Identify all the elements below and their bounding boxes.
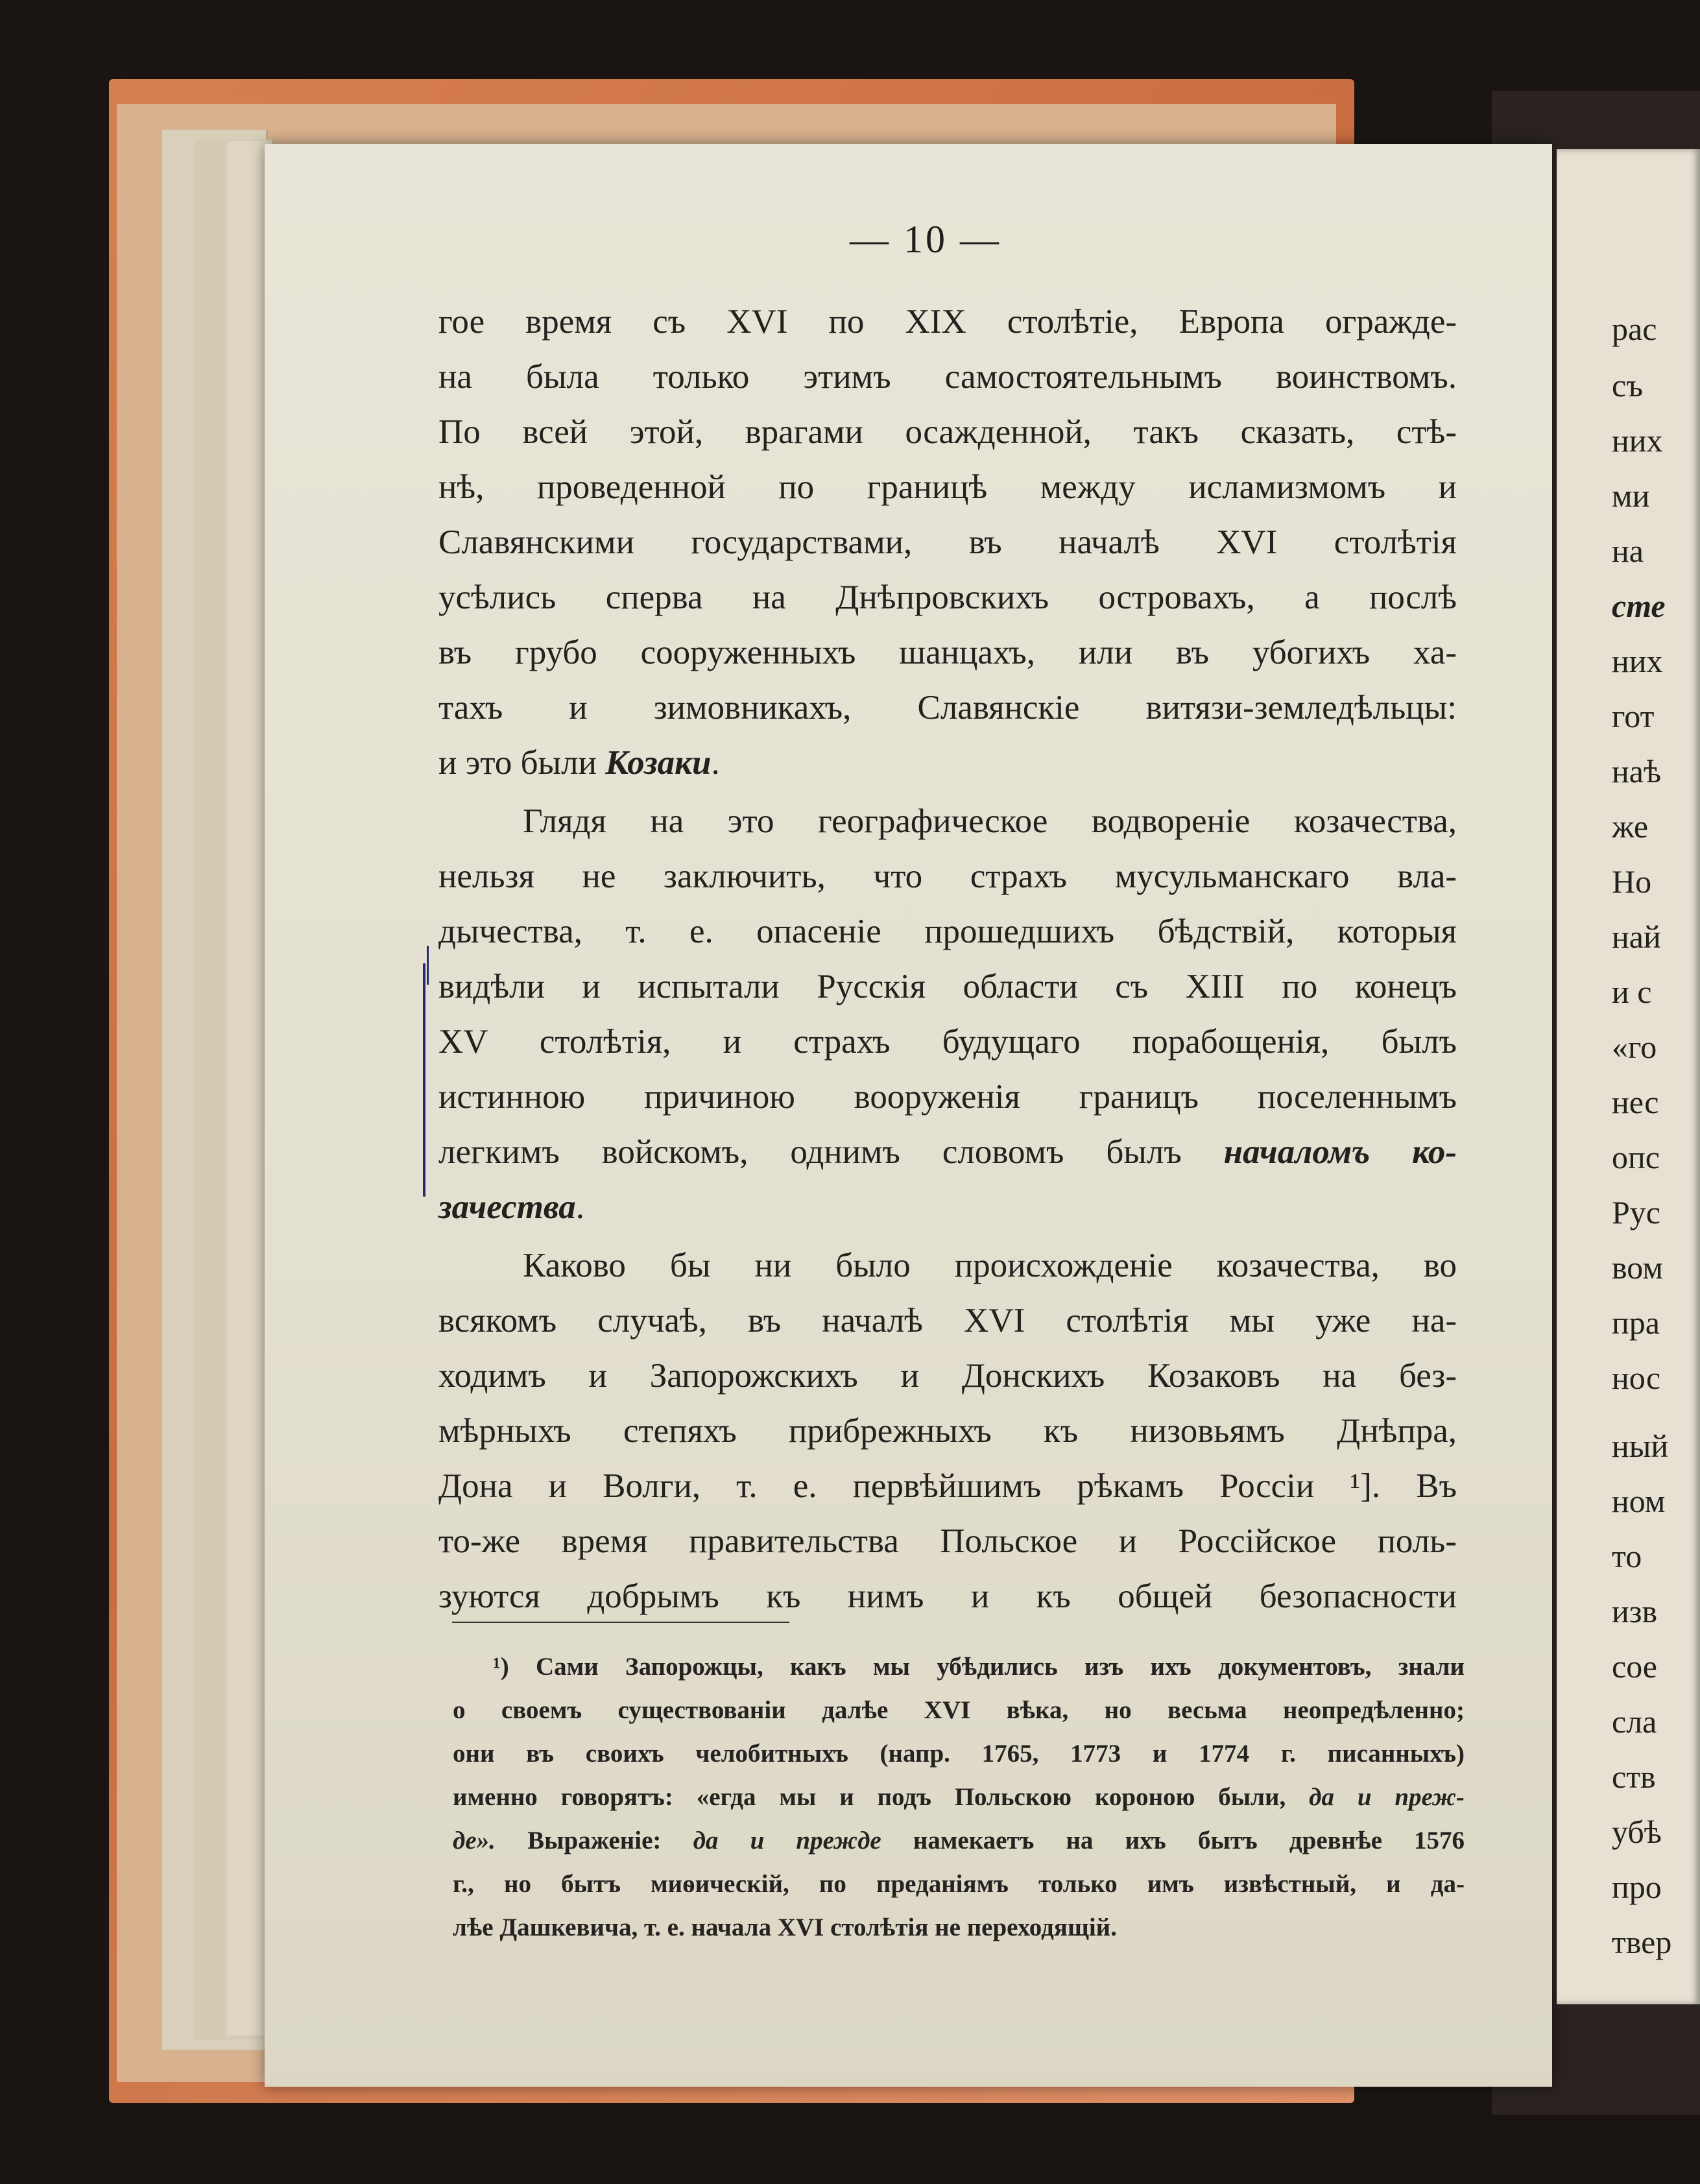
footnote-line: [453, 1828, 1465, 1853]
text-line: усѣлись сперва на Днѣпровскихъ островахъ, а послѣ: [438, 579, 1457, 616]
text-line: [438, 1135, 1457, 1170]
next-page-fragment: них: [1612, 643, 1663, 679]
italic-term-nachalom: началомъ ко-: [1223, 1133, 1457, 1171]
next-page-fragment: най: [1612, 918, 1661, 955]
footnote-line: о своемъ существованіи далѣе XVI вѣка, но весьма неопредѣленно;: [453, 1696, 1465, 1724]
next-page-fragment: ный: [1612, 1428, 1669, 1464]
next-page-fragment: Рус: [1612, 1194, 1660, 1230]
next-page-fragment: рас: [1612, 311, 1657, 347]
text-line: нѣ, проведенной по границѣ между исламизмомъ и: [438, 468, 1457, 506]
text-span: легкимъ войскомъ, однимъ словомъ былъ: [438, 1133, 1182, 1171]
text-line: зуются добрымъ къ нимъ и къ общей безопасности: [438, 1578, 1457, 1615]
text-line: то-же время правительства Польское и Россійское поль-: [438, 1522, 1457, 1560]
next-page-fragment: то: [1612, 1538, 1642, 1574]
next-page-fragment: на: [1612, 533, 1644, 569]
next-page-fragment: пра: [1612, 1304, 1660, 1341]
text-line: видѣли и испытали Русскія области съ XIII по конецъ: [438, 968, 1457, 1005]
next-page-fragment: «го: [1612, 1029, 1657, 1065]
next-page-fragment: вом: [1612, 1249, 1663, 1286]
text-span: и это были: [438, 744, 597, 782]
next-page-fragment: съ: [1612, 367, 1644, 403]
next-page-fragment: ном: [1612, 1483, 1666, 1519]
text-line: на была только этимъ самостоятельнымъ воинствомъ.: [438, 358, 1457, 396]
text-line: нельзя не заключить, что страхъ мусульманскаго вла-: [438, 858, 1457, 895]
next-page-fragment: гот: [1612, 698, 1655, 734]
text-line: зачества.: [438, 1188, 584, 1226]
text-line: истинною причиною вооруженія границъ поселеннымъ: [438, 1078, 1457, 1116]
text-line: Дона и Волги, т. е. первѣйшимъ рѣкамъ Россіи ¹]. Въ: [438, 1467, 1457, 1505]
text-line: тахъ и зимовникахъ, Славянскіе витязи-земледѣльцы:: [438, 689, 1457, 726]
next-page-fragment: про: [1612, 1869, 1662, 1905]
next-page-fragment: наѣ: [1612, 753, 1662, 789]
next-page-fragment: Но: [1612, 863, 1652, 900]
text-line: всякомъ случаѣ, въ началѣ XVI столѣтія мы уже на-: [438, 1302, 1457, 1339]
italic-term-kozaki: Козаки: [605, 744, 712, 782]
italic-quote-end: де».: [453, 1827, 496, 1854]
next-page-fragment: ств: [1612, 1758, 1656, 1795]
next-page-fragment: нес: [1612, 1084, 1659, 1120]
text-span: намекаетъ на ихъ бытъ древнѣе 1576: [913, 1827, 1465, 1854]
ink-margin-mark-small: [427, 946, 429, 985]
text-span: именно говорятъ: «егда мы и подъ Польскою короною были,: [453, 1783, 1286, 1811]
next-page-fragment: ми: [1612, 477, 1650, 514]
footnote-line: [453, 1784, 1465, 1810]
next-page-fragment: и с: [1612, 974, 1652, 1010]
footnote-line: они въ своихъ челобитныхъ (напр. 1765, 1773 и 1774 г. писанныхъ): [453, 1740, 1465, 1768]
text-line: дычества, т. е. опасеніе прошедшихъ бѣдствій, которыя: [438, 913, 1457, 950]
text-line: Славянскими государствами, въ началѣ XVI столѣтія: [438, 523, 1457, 561]
footnote-line: лѣе Дашкевича, т. е. начала XVI столѣтія не переходящій.: [453, 1914, 1117, 1941]
next-page-fragment: сла: [1612, 1703, 1657, 1740]
next-page-fragment: твер: [1612, 1924, 1672, 1960]
italic-phrase: да и прежде: [693, 1827, 881, 1854]
next-page-fragment: опс: [1612, 1139, 1660, 1175]
next-page-fragment: них: [1612, 422, 1663, 459]
italic-quote: да и преж-: [1309, 1783, 1465, 1811]
next-page-fragment: нос: [1612, 1360, 1661, 1396]
next-page-fragment: изв: [1612, 1593, 1658, 1629]
page-number: — 10 —: [850, 218, 1001, 261]
text-line: ходимъ и Запорожскихъ и Донскихъ Козаковъ на без-: [438, 1357, 1457, 1395]
footnote-line: ¹) Сами Запорожцы, какъ мы убѣдились изъ ихъ документовъ, знали: [493, 1653, 1465, 1681]
text-line: гое время съ XVI по XIX столѣтіе, Европа огражде-: [438, 303, 1457, 341]
ink-margin-mark: [423, 963, 425, 1197]
italic-term-kozachestva: зачества: [438, 1188, 576, 1226]
text-line: и это были Козаки.: [438, 744, 720, 782]
text-line-indent: Каково бы ни было происхожденіе козачества, во: [523, 1247, 1457, 1284]
text-span: Выраженіе:: [527, 1827, 662, 1854]
footnote-line: г., но бытъ миѳическій, по преданіямъ только имъ извѣстный, и да-: [453, 1870, 1465, 1898]
text-line: XV столѣтія, и страхъ будущаго порабощенія, былъ: [438, 1023, 1457, 1061]
next-page-fragment: убѣ: [1612, 1814, 1662, 1850]
text-line-indent: Глядя на это географическое водвореніе козачества,: [523, 802, 1457, 840]
text-line: въ грубо сооруженныхъ шанцахъ, или въ убогихъ ха-: [438, 634, 1457, 671]
next-page-fragment: сте: [1612, 588, 1666, 624]
text-line: мѣрныхъ степяхъ прибрежныхъ къ низовьямъ Днѣпра,: [438, 1412, 1457, 1450]
next-page-fragment: же: [1612, 808, 1649, 845]
footnote-rule: [452, 1622, 789, 1623]
next-page-fragment: сое: [1612, 1648, 1657, 1685]
text-line: По всей этой, врагами осажденной, такъ сказать, стѣ-: [438, 413, 1457, 451]
